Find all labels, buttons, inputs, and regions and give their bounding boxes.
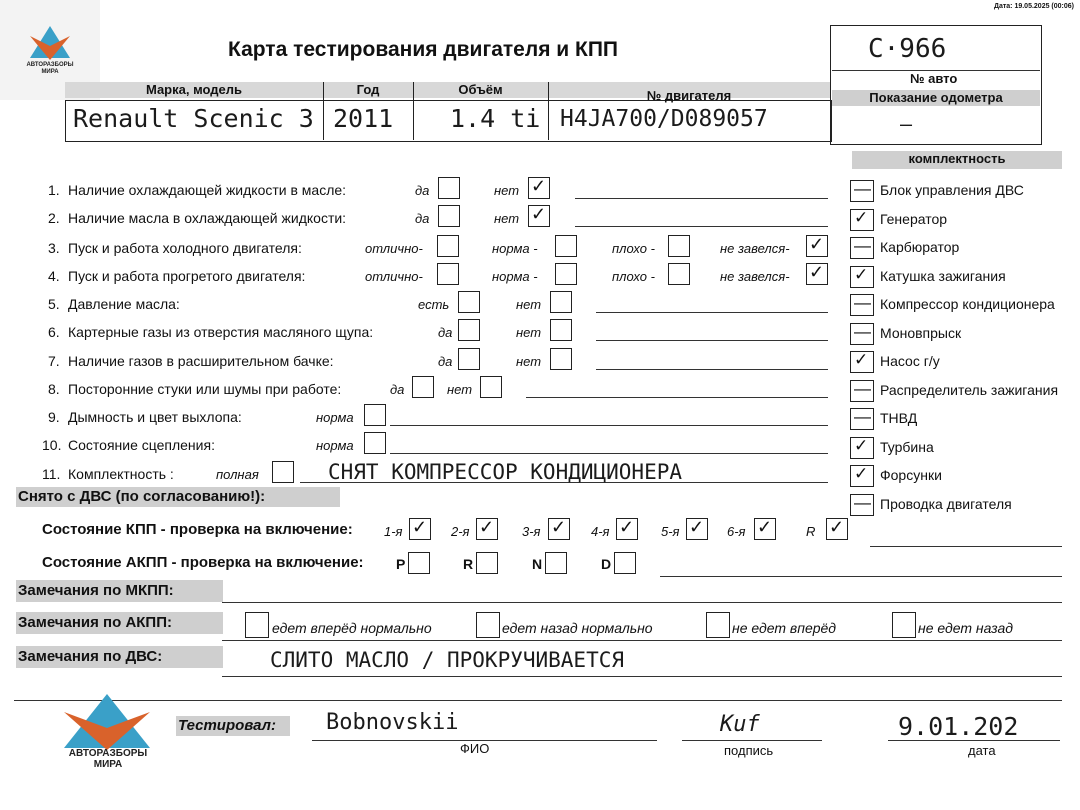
mkpp-remarks-label: Замечания по МКПП: [16,580,223,602]
date-caption: дата [968,743,996,758]
akpp-checkbox[interactable] [476,612,500,638]
gear-label: 5-я [661,524,680,539]
dash-mark-icon: — [854,179,871,198]
check-mark-icon: ✓ [531,176,547,196]
answer-line [390,425,828,426]
kit-checkbox[interactable] [850,180,874,202]
logo-line2: МИРА [41,69,59,75]
footer-logo-line1: АВТОРАЗБОРЫ [68,748,148,759]
option-checkbox[interactable] [480,376,502,398]
car-number-value: C·966 [868,34,947,64]
answer-line [390,453,828,454]
kit-checkbox[interactable] [850,237,874,259]
kit-checkbox[interactable] [850,408,874,430]
check-mark-icon: ✓ [854,464,869,483]
option-label: да [415,183,430,198]
kit-label: Турбина [880,438,934,455]
option-checkbox[interactable] [806,263,828,285]
option-checkbox[interactable] [555,263,577,285]
item-number: 7. [48,353,60,369]
page-title: Карта тестирования двигателя и КПП [228,38,619,61]
gear-checkbox[interactable] [826,518,848,540]
check-mark-icon: ✓ [854,350,869,369]
check-mark-icon: ✓ [854,435,869,455]
item-number: 8. [48,381,60,397]
check-mark-icon: ✓ [809,262,825,282]
signature: Kuf [720,712,760,737]
akpp-option-label: едет назад нормально [502,620,653,636]
option-checkbox[interactable] [668,235,690,257]
option-checkbox[interactable] [528,177,550,199]
option-checkbox[interactable] [550,319,572,341]
check-mark-icon: ✓ [854,264,869,284]
car-number-label: № авто [910,71,958,86]
option-label: нет [447,382,473,397]
option-label: да [415,211,430,226]
option-checkbox[interactable] [412,376,434,398]
option-label: нет [494,183,520,198]
signature-caption: подпись [724,743,774,758]
odometer-label: Показание одометра [832,90,1040,106]
option-checkbox[interactable] [458,319,480,341]
option-checkbox[interactable] [437,235,459,257]
option-label: не завелся- [720,241,790,256]
item-text: Пуск и работа холодного двигателя: [68,240,302,256]
akpp-remarks-label: Замечания по АКПП: [16,612,223,634]
akpp-option-label: не едет назад [918,620,1013,636]
option-label: есть [418,297,450,312]
option-checkbox[interactable] [272,461,294,483]
item-number: 3. [48,240,60,256]
footer-logo-icon [62,692,152,750]
option-checkbox[interactable] [458,348,480,370]
header-table [65,82,830,140]
auto-gear-label: D [601,556,612,572]
answer-line [526,397,828,398]
option-label: нет [516,297,542,312]
auto-gear-label: N [532,556,543,572]
kit-label: Проводка двигателя [880,495,1012,512]
check-mark-icon: ✓ [854,207,869,227]
option-label: отлично- [365,241,423,256]
check-mark-icon: ✓ [551,517,567,537]
option-label: да [438,354,453,369]
auto-gear-checkbox[interactable] [545,552,567,574]
footer-logo-line2: МИРА [93,759,123,770]
option-label: норма [316,438,354,453]
tested-label: Тестировал: [176,716,290,736]
gear-label: 3-я [522,524,541,539]
option-checkbox[interactable] [555,235,577,257]
gear-checkbox[interactable] [548,518,570,540]
kit-checkbox[interactable] [850,323,874,345]
option-checkbox[interactable] [528,205,550,227]
engine-value: H4JA700/D089057 [560,106,768,132]
auto-gear-label: R [463,556,474,572]
make-value: Renault Scenic 3 [73,104,314,133]
dash-mark-icon: — [854,321,871,341]
option-checkbox[interactable] [438,205,460,227]
gear-checkbox[interactable] [616,518,638,540]
check-mark-icon: ✓ [531,204,547,224]
akpp-option-label: едет вперёд нормально [272,620,432,636]
item-text: Комплектность : [68,466,174,482]
dash-mark-icon: — [854,293,871,312]
akpp-checkbox[interactable] [892,612,916,638]
kpp-manual-label [42,521,353,538]
item-text: Наличие масла в охлаждающей жидкости: [68,210,347,226]
kit-checkbox[interactable] [850,209,874,231]
auto-gear-checkbox[interactable] [476,552,498,574]
akpp-option-label: не едет вперёд [732,620,837,636]
option-checkbox[interactable] [806,235,828,257]
kit-label: Генератор [880,210,948,227]
option-label: норма - [492,269,538,284]
item-text: Давление масла: [68,296,180,312]
check-mark-icon: ✓ [619,517,635,537]
item-text: Наличие охлаждающей жидкости в масле: [68,182,347,198]
option-checkbox[interactable] [668,263,690,285]
item-text: Пуск и работа прогретого двигателя: [68,268,306,284]
akpp-checkbox[interactable] [706,612,730,638]
kit-label: Насос г/у [880,353,940,369]
item-text: Посторонние стуки или шумы при работе: [68,381,342,397]
kit-checkbox[interactable] [850,351,874,373]
dash-mark-icon: — [854,236,871,255]
option-checkbox[interactable] [550,348,572,370]
option-label: полная [216,467,259,482]
option-checkbox[interactable] [550,291,572,313]
answer-line [596,369,828,370]
auto-gear-label: P [396,556,406,572]
kit-label: Форсунки [880,467,942,483]
date-stamp: Дата: 19.05.2025 (00:06) [993,3,1074,10]
dvs-remarks-value: СЛИТО МАСЛО / ПРОКРУЧИВАЕТСЯ [270,648,625,672]
item-number: 5. [48,296,60,312]
item-number: 11. [42,466,61,482]
logo-line1: АВТОРАЗБОРЫ [26,62,74,68]
akpp-checkbox[interactable] [245,612,269,638]
option-checkbox[interactable] [438,177,460,199]
option-label: да [390,382,405,397]
kit-checkbox[interactable] [850,437,874,459]
item-number: 2. [48,210,60,226]
check-mark-icon: ✓ [757,517,773,537]
gear-label: 4-я [591,524,610,539]
kit-label: Моновпрыск [880,324,962,341]
dash-mark-icon: — [854,407,871,426]
kit-checkbox[interactable] [850,266,874,288]
kit-label: ТНВД [880,410,918,426]
option-label: нет [494,211,520,226]
item-number: 6. [48,324,60,340]
item-number: 4. [48,268,60,284]
kit-label: Компрессор кондиционера [880,296,1055,312]
odometer-value: — [900,112,913,136]
kit-label: Распределитель зажигания [880,381,1059,398]
option-label: отлично- [365,269,423,284]
item-number: 9. [48,409,60,425]
answer-line [596,340,828,341]
option-label: не завелся- [720,269,790,284]
kit-checkbox[interactable] [850,465,874,487]
gear-label: 1-я [384,524,403,539]
answer-line [575,226,828,227]
test-date: 9.01.202 [898,712,1019,741]
item-text: Наличие газов в расширительном бачке: [68,353,334,369]
kit-title: комплектность [852,151,1062,169]
gear-checkbox[interactable] [686,518,708,540]
item-text: Состояние сцепления: [68,437,215,453]
answer-line [575,198,828,199]
kit-label: Блок управления ДВС [880,182,1024,198]
option-checkbox[interactable] [364,432,386,454]
year-value: 2011 [333,104,394,133]
gear-checkbox[interactable] [409,518,431,540]
item-text: Картерные газы из отверстия масляного щупа: [68,324,374,340]
year-label: Год [356,82,380,97]
dash-mark-icon: — [854,492,871,512]
volume-label: Объём [458,82,503,97]
option-label: плохо - [612,269,655,284]
volume-value: 1.4 ti [450,104,541,133]
removed-label: Снято с ДВС (по согласованию!): [16,487,340,507]
option-label: плохо - [612,241,655,256]
auto-gear-checkbox[interactable] [408,552,430,574]
gear-checkbox[interactable] [754,518,776,540]
check-mark-icon: ✓ [479,517,495,537]
option-checkbox[interactable] [437,263,459,285]
option-checkbox[interactable] [364,404,386,426]
check-mark-icon: ✓ [689,517,705,537]
option-label: нет [516,354,542,369]
footer-logo [58,690,158,770]
gear-label: R [806,524,816,539]
check-mark-icon: ✓ [412,517,428,537]
engine-label: № двигателя [646,88,732,103]
logo-icon [28,24,72,62]
option-label: нет [516,325,542,340]
tester-name: Bobnovskii [326,710,459,735]
auto-gear-checkbox[interactable] [614,552,636,574]
kit-label: Катушка зажигания [880,267,1006,284]
check-mark-icon: ✓ [829,517,845,537]
kit-checkbox[interactable] [850,380,874,402]
answer-line [596,312,828,313]
option-label: да [438,325,453,340]
option-label: норма - [492,241,538,256]
kit-checkbox[interactable] [850,494,874,516]
kpp-manual-text: Состояние КПП - проверка на включение: [42,521,353,538]
item-text: Дымность и цвет выхлопа: [68,409,242,425]
gear-checkbox[interactable] [476,518,498,540]
item-number: 1. [48,182,60,198]
gear-label: 2-я [451,524,470,539]
name-caption: ФИО [460,741,490,756]
kit-label: Карбюратор [880,239,960,255]
check-mark-icon: ✓ [809,234,825,254]
completeness-note: СНЯТ КОМПРЕССОР КОНДИЦИОНЕРА [328,460,683,484]
option-label: норма [316,410,354,425]
dvs-remarks-label: Замечания по ДВС: [16,646,223,668]
option-checkbox[interactable] [458,291,480,313]
gear-label: 6-я [727,524,746,539]
kpp-auto-text: Состояние АКПП - проверка на включение: [42,554,364,571]
dash-mark-icon: — [854,378,871,398]
item-number: 10. [42,437,62,453]
kpp-auto-label [42,554,364,571]
make-label: Марка, модель [145,82,243,97]
kit-checkbox[interactable] [850,294,874,316]
